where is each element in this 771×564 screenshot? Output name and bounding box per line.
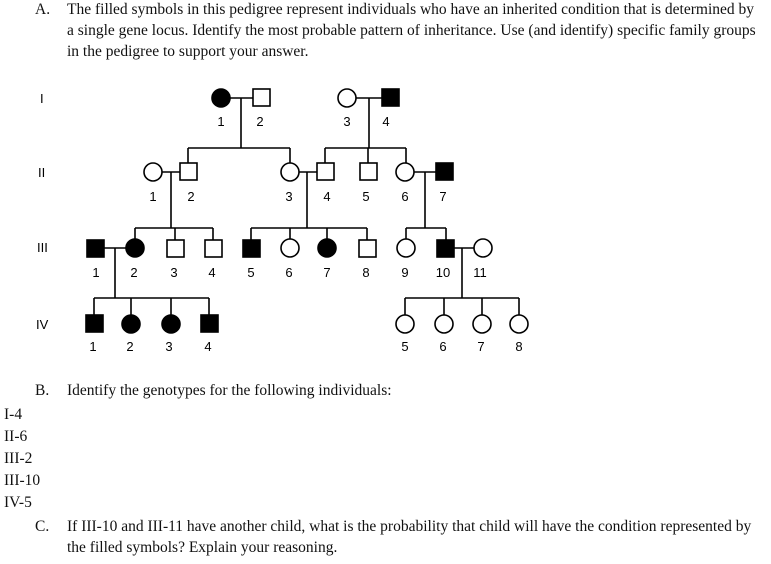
individual-II-2 xyxy=(180,163,197,180)
individual-II-6 xyxy=(396,163,414,181)
number-II-5: 5 xyxy=(362,189,370,204)
number-IV-7: 7 xyxy=(477,339,485,354)
individual-III-3 xyxy=(167,240,184,257)
number-IV-8: 8 xyxy=(515,339,523,354)
individual-IV-3 xyxy=(162,315,180,333)
genotype-item: IV-5 xyxy=(4,494,32,511)
number-III-7: 7 xyxy=(323,265,331,280)
pedigree-diagram xyxy=(0,75,771,365)
individual-I-3 xyxy=(338,89,356,107)
number-II-1: 1 xyxy=(149,189,157,204)
individual-I-2 xyxy=(253,89,270,106)
question-a-text: The filled symbols in this pedigree represent individuals who have an inherited condition that is determined by a single gene locus. Identify the most probable pattern of inheritance. Use (and identify) specific family groups in the pedigree to support your answer. xyxy=(67,1,756,60)
individual-III-10 xyxy=(437,240,454,257)
generation-label-IV: IV xyxy=(36,317,49,332)
number-III-11: 11 xyxy=(473,265,487,280)
number-III-10: 10 xyxy=(435,265,451,280)
number-II-7: 7 xyxy=(439,189,447,204)
number-III-6: 6 xyxy=(285,265,293,280)
question-c-letter: C. xyxy=(35,518,50,535)
individual-IV-1 xyxy=(86,315,103,332)
number-III-9: 9 xyxy=(401,265,409,280)
number-II-6: 6 xyxy=(401,189,409,204)
genotype-item: I-4 xyxy=(4,406,23,423)
generation-label-II: II xyxy=(38,165,46,180)
number-I-1: 1 xyxy=(217,114,225,129)
genotype-item: III-10 xyxy=(4,472,41,489)
number-II-2: 2 xyxy=(187,189,195,204)
question-b-text: Identify the genotypes for the following individuals: xyxy=(67,382,392,399)
individual-I-1 xyxy=(212,89,230,107)
number-III-3: 3 xyxy=(170,265,178,280)
number-III-8: 8 xyxy=(362,265,370,280)
number-I-4: 4 xyxy=(382,114,390,129)
individual-IV-5 xyxy=(396,315,414,333)
genotype-item: II-6 xyxy=(4,428,28,445)
individual-III-8 xyxy=(359,240,376,257)
individual-III-1 xyxy=(87,240,104,257)
number-IV-5: 5 xyxy=(401,339,409,354)
number-IV-1: 1 xyxy=(89,339,97,354)
individual-IV-2 xyxy=(122,315,140,333)
individual-II-5 xyxy=(360,163,377,180)
individual-IV-8 xyxy=(510,315,528,333)
number-I-3: 3 xyxy=(343,114,351,129)
individual-IV-7 xyxy=(473,315,491,333)
generation-label-I: I xyxy=(40,91,44,106)
number-IV-2: 2 xyxy=(126,339,134,354)
individual-III-11 xyxy=(474,239,492,257)
individual-II-7 xyxy=(436,163,453,180)
number-III-4: 4 xyxy=(208,265,216,280)
individual-IV-6 xyxy=(435,315,453,333)
number-II-3: 3 xyxy=(285,189,293,204)
individual-II-4 xyxy=(317,163,334,180)
number-IV-6: 6 xyxy=(439,339,447,354)
number-III-5: 5 xyxy=(247,265,255,280)
individual-III-4 xyxy=(205,240,222,257)
number-II-4: 4 xyxy=(323,189,331,204)
individual-I-4 xyxy=(382,89,399,106)
number-IV-4: 4 xyxy=(204,339,212,354)
individual-III-5 xyxy=(243,240,260,257)
generation-label-III: III xyxy=(37,240,48,255)
individual-III-6 xyxy=(281,239,299,257)
individual-II-3 xyxy=(281,163,299,181)
number-III-2: 2 xyxy=(130,265,138,280)
individual-III-9 xyxy=(397,239,415,257)
individual-III-2 xyxy=(126,239,144,257)
question-b-letter: B. xyxy=(35,382,50,399)
number-I-2: 2 xyxy=(256,114,264,129)
number-IV-3: 3 xyxy=(165,339,173,354)
question-c-text: If III-10 and III-11 have another child, what is the probability that child will have the condition represented by the filled symbols? Explain your reasoning. xyxy=(67,518,752,556)
individual-III-7 xyxy=(318,239,336,257)
genotype-item: III-2 xyxy=(4,450,33,467)
question-a-letter: A. xyxy=(35,1,51,18)
number-III-1: 1 xyxy=(92,265,100,280)
individual-IV-4 xyxy=(201,315,218,332)
individual-II-1 xyxy=(144,163,162,181)
